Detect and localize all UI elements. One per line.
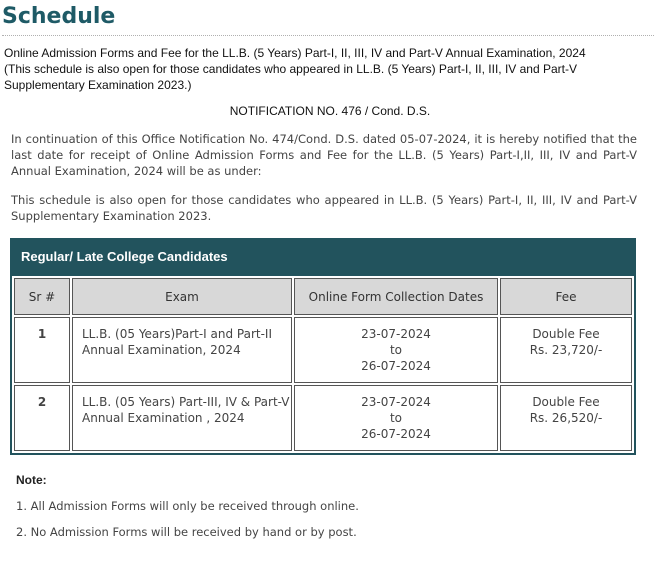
row-exam: LL.B. (05 Years)Part-I and Part-II Annual Examination, 2024 [72, 317, 292, 383]
row-dates [294, 317, 498, 383]
fee-amount: Rs. 26,520/- [529, 411, 603, 425]
notification-number: NOTIFICATION NO. 476 / Cond. D.S. [229, 104, 431, 118]
date-separator: to [389, 411, 403, 425]
date-from: 23-07-2024 [361, 395, 431, 409]
fee-type: Double Fee [532, 395, 600, 409]
note-heading: Note: [16, 473, 47, 487]
column-header-sr: Sr # [14, 278, 70, 315]
title-divider [2, 35, 654, 36]
fee-type: Double Fee [532, 327, 600, 341]
table-row [14, 385, 632, 451]
schedule-table [10, 238, 636, 455]
intro-line-2: (This schedule is also open for those candidates who appeared in LL.B. (5 Years) Part-I, II, III, IV and Part-V Supplementary Examination 2023.) [4, 62, 577, 92]
column-header-exam: Exam [72, 278, 292, 315]
row-dates [294, 385, 498, 451]
column-header-fee: Fee [500, 278, 632, 315]
schedule-open-paragraph: This schedule is also open for those candidates who appeared in LL.B. (5 Years) Part-I, II, III, IV and Part-V Supplementary Examination 2023. [11, 193, 637, 223]
schedule-table-body [10, 276, 636, 455]
page-title: Schedule [2, 4, 116, 29]
row-sr: 2 [14, 385, 70, 451]
table-row [14, 317, 632, 383]
intro-line-1: Online Admission Forms and Fee for the LL.B. (5 Years) Part-I, II, III, IV and Part-V Annual Examination, 2024 [4, 46, 586, 60]
intro-text [4, 45, 654, 93]
row-exam: LL.B. (05 Years) Part-III, IV & Part-V Annual Examination , 2024 [72, 385, 292, 451]
date-to: 26-07-2024 [361, 427, 431, 441]
fee-amount: Rs. 23,720/- [529, 343, 603, 357]
note-item: 1. All Admission Forms will only be received through online. [16, 499, 359, 513]
date-separator: to [389, 343, 403, 357]
column-header-dates: Online Form Collection Dates [294, 278, 498, 315]
schedule-grid [12, 276, 634, 453]
continuation-paragraph: In continuation of this Office Notification No. 474/Cond. D.S. dated 05-07-2024, it is hereby notified that the last date for receipt of Online Admission Forms and Fee for the LL.B. (5 Years) Part-I,II, III, IV and Part-V Annual Examination, 2024 will be as under: [11, 132, 637, 178]
note-item: 2. No Admission Forms will be received by hand or by post. [16, 525, 357, 539]
row-fee [500, 385, 632, 451]
date-from: 23-07-2024 [361, 327, 431, 341]
column-header-row [14, 278, 632, 315]
schedule-table-heading: Regular/ Late College Candidates [10, 238, 636, 276]
date-to: 26-07-2024 [361, 359, 431, 373]
row-fee [500, 317, 632, 383]
row-sr: 1 [14, 317, 70, 383]
